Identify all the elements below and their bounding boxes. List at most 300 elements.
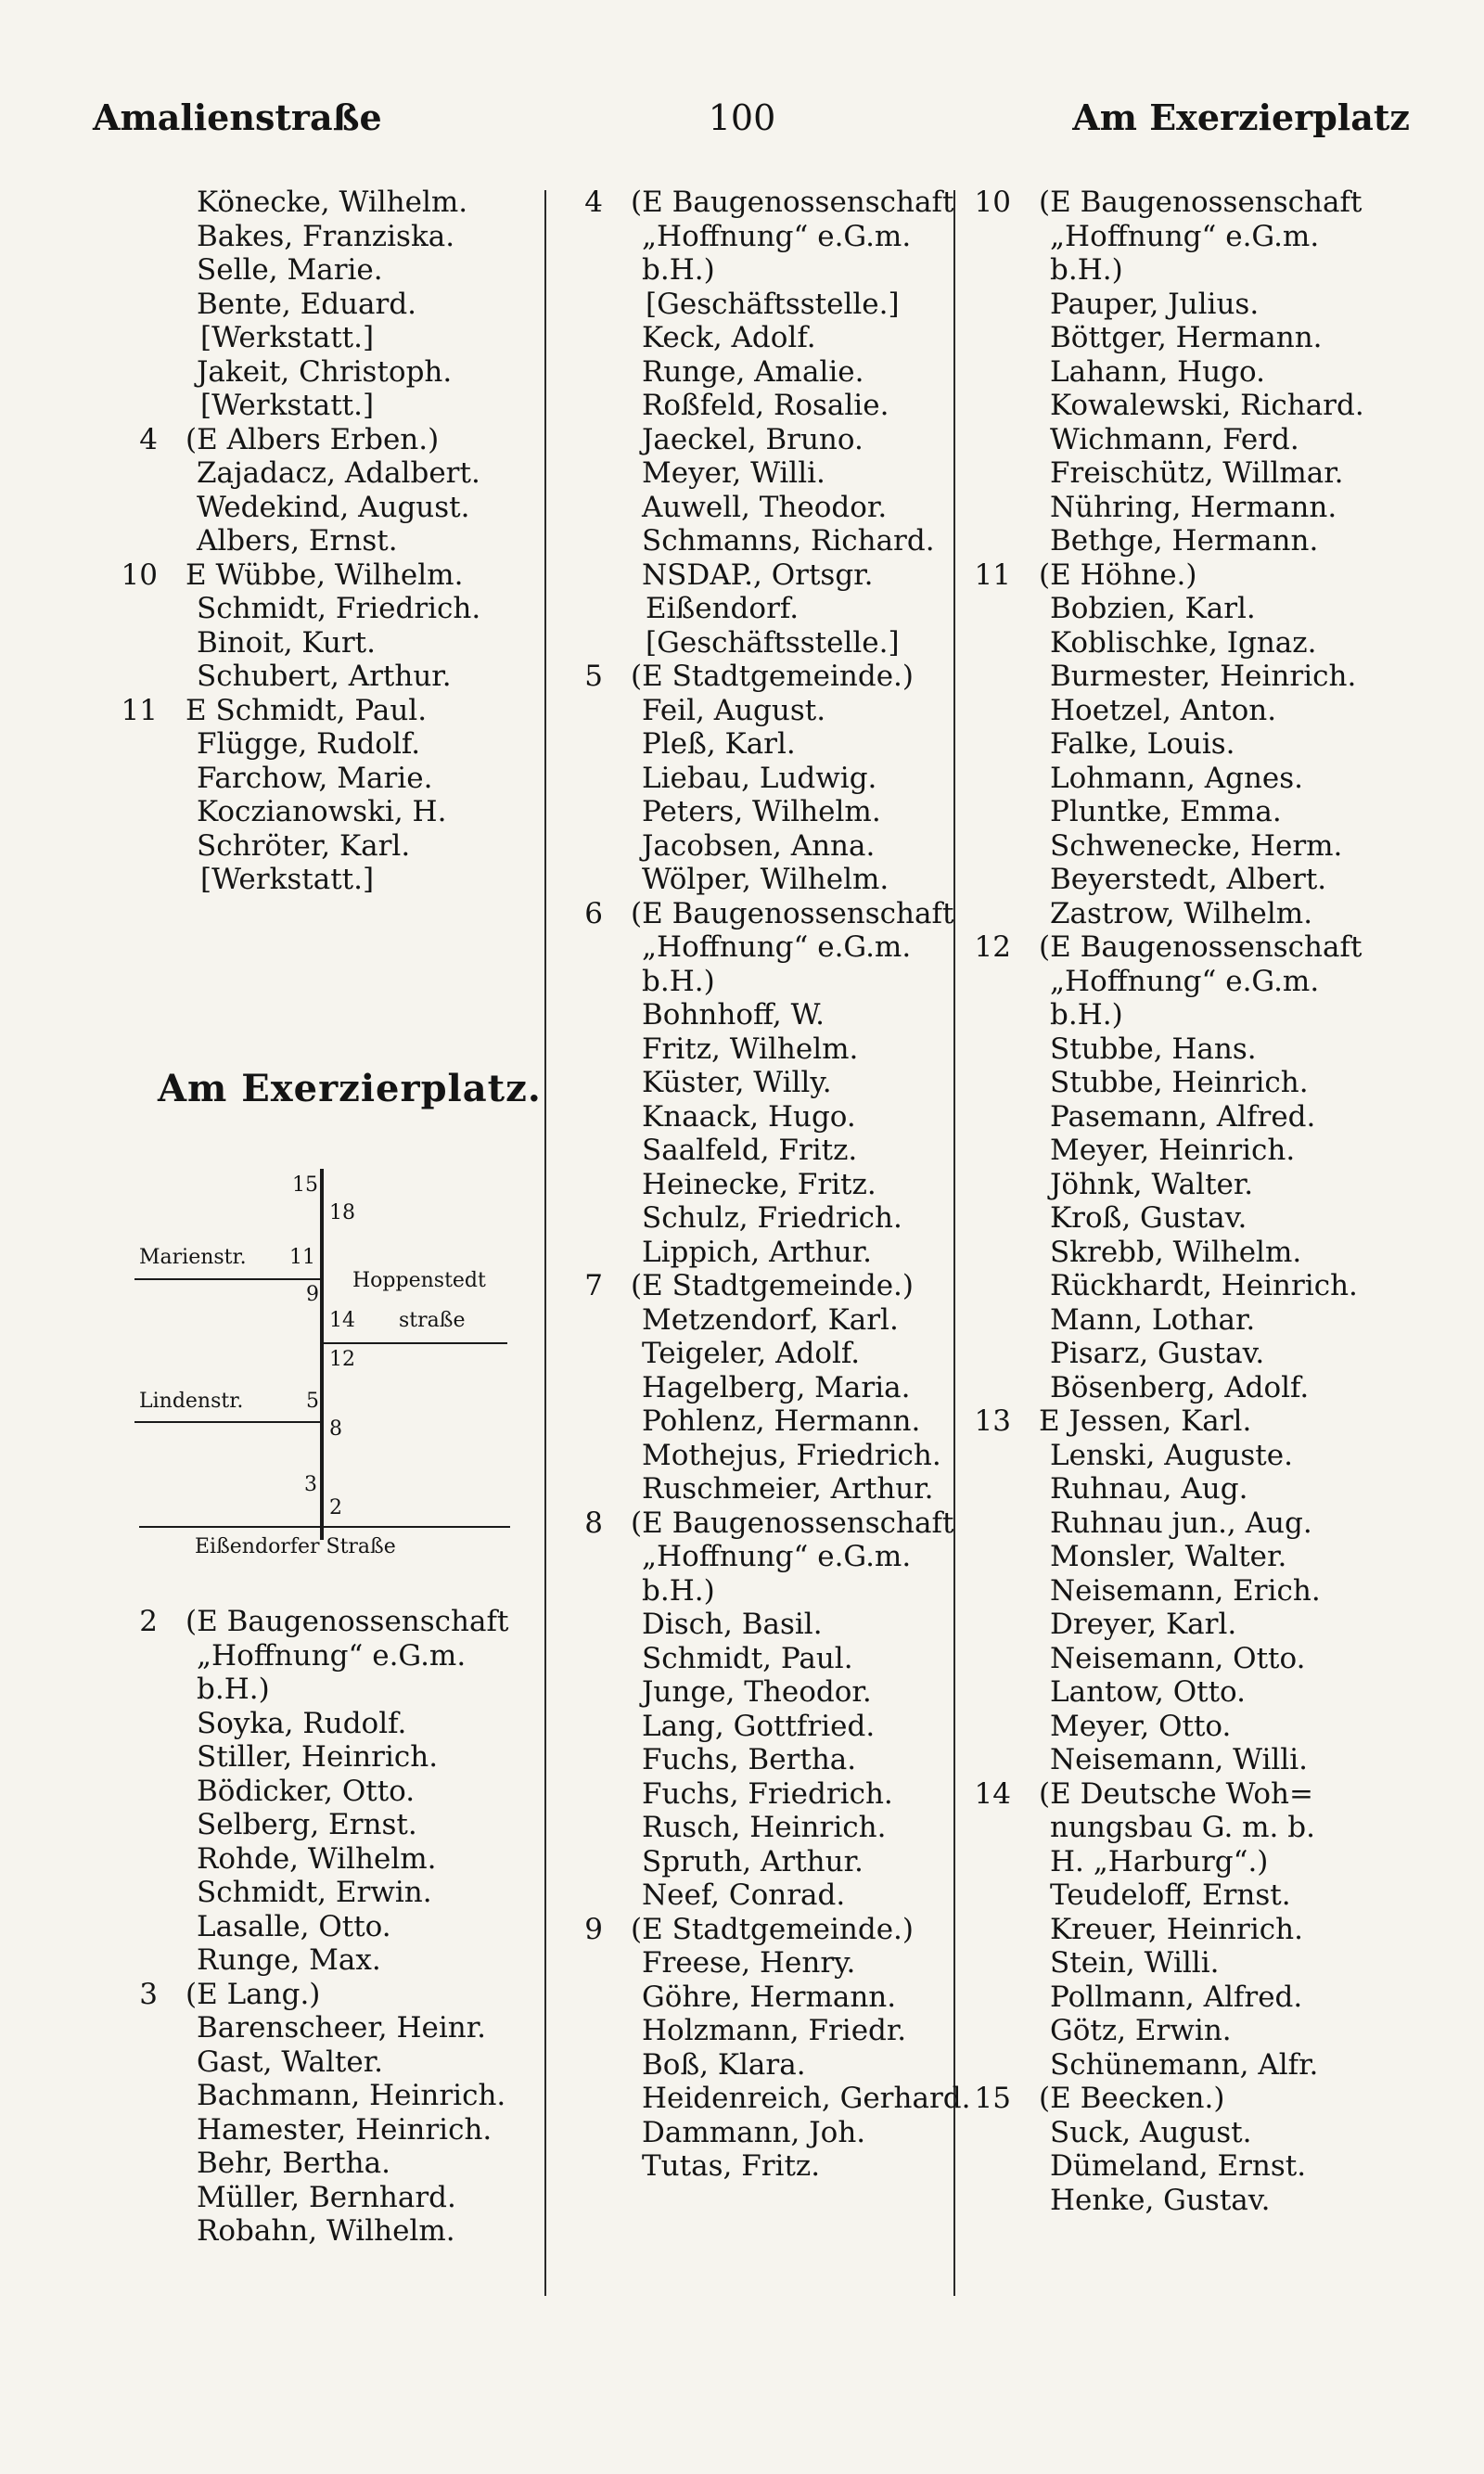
house-entry-line <box>111 423 538 457</box>
resident-line <box>556 1032 955 1067</box>
entry-text: Saalfeld, Fritz. <box>642 1134 858 1167</box>
house-entry-line <box>556 1269 955 1303</box>
resident-line <box>965 1303 1428 1338</box>
entry-text: Götz, Erwin. <box>1050 2014 1232 2047</box>
resident-line <box>111 795 538 829</box>
resident-line <box>556 930 955 965</box>
resident-line <box>556 1675 955 1710</box>
resident-line <box>556 1201 955 1236</box>
house-entry-line <box>965 558 1428 593</box>
entry-text: Lantow, Otto. <box>1050 1675 1247 1709</box>
map-house-2: 2 <box>329 1496 342 1519</box>
map-house-5: 5 <box>306 1390 319 1413</box>
resident-line <box>556 1608 955 1642</box>
resident-line <box>556 626 955 660</box>
entry-text: (E Lang.) <box>186 1977 321 2011</box>
resident-line <box>556 1710 955 1744</box>
resident-line <box>965 321 1428 355</box>
column-3 <box>965 186 1428 2217</box>
resident-line <box>965 1743 1428 1777</box>
resident-line <box>556 1100 955 1134</box>
entry-text: Bohnhoff, W. <box>642 998 825 1032</box>
entry-text: Peters, Wilhelm. <box>642 795 881 828</box>
house-entry-line <box>556 660 955 694</box>
resident-line <box>965 355 1428 390</box>
resident-line <box>556 2048 955 2083</box>
entry-text: Schwenecke, Herm. <box>1050 828 1343 863</box>
entry-text: Liebau, Ludwig. <box>642 761 877 795</box>
resident-line <box>965 863 1428 897</box>
entry-text: Jöhnk, Walter. <box>1050 1167 1254 1201</box>
resident-line <box>965 592 1428 626</box>
resident-line <box>965 524 1428 558</box>
resident-line <box>111 456 538 491</box>
resident-line <box>556 1404 955 1439</box>
entry-text: Müller, Bernhard. <box>197 2180 456 2214</box>
entry-text: Schubert, Arthur. <box>197 660 452 693</box>
entry-text: Albers, Ernst. <box>197 524 398 558</box>
house-number: 6 <box>584 896 603 930</box>
entry-text: Spruth, Arthur. <box>642 1844 864 1878</box>
entry-text: Nühring, Hermann. <box>1050 490 1337 524</box>
house-number: 4 <box>584 186 603 219</box>
entry-text: (E Baugenossenschaft <box>186 1605 509 1638</box>
entry-text: „Hoffnung“ e.G.m. <box>1050 964 1320 998</box>
resident-line <box>965 2014 1428 2048</box>
entry-text: Rückhardt, Heinrich. <box>1050 1269 1358 1302</box>
entry-text: Pleß, Karl. <box>642 727 796 761</box>
resident-line <box>965 660 1428 694</box>
resident-line <box>556 1777 955 1812</box>
entry-text: Stubbe, Heinrich. <box>1050 1066 1309 1099</box>
resident-line <box>965 1134 1428 1168</box>
entry-text: Freese, Henry. <box>642 1946 856 1980</box>
entry-text: Teudeloff, Ernst. <box>1050 1878 1291 1912</box>
entry-text: Mann, Lothar. <box>1050 1302 1256 1337</box>
entry-text: Böttger, Hermann. <box>1050 321 1323 354</box>
entry-text: Freischütz, Willmar. <box>1050 456 1344 490</box>
resident-line <box>111 1707 538 1741</box>
entry-text: Kreuer, Heinrich. <box>1050 1912 1303 1946</box>
map-house-15: 15 <box>292 1173 318 1197</box>
entry-text: (E Baugenossenschaft <box>631 896 954 930</box>
entry-text: (E Beecken.) <box>1039 2082 1225 2115</box>
resident-line <box>111 1876 538 1910</box>
entry-text: Keck, Adolf. <box>642 321 816 354</box>
resident-line <box>965 1811 1428 1845</box>
entry-text: Stubbe, Hans. <box>1050 1032 1257 1066</box>
resident-line <box>965 1066 1428 1100</box>
resident-line <box>111 524 538 558</box>
entry-text: Heinecke, Fritz. <box>642 1167 876 1201</box>
entry-text: Stein, Willi. <box>1050 1946 1220 1980</box>
entry-text: Dammann, Joh. <box>642 2115 866 2149</box>
resident-line <box>965 1675 1428 1710</box>
entry-text: Zajadacz, Adalbert. <box>197 456 480 490</box>
house-number: 14 <box>974 1776 1011 1811</box>
entry-text: Könecke, Wilhelm. <box>197 186 468 219</box>
column-2 <box>556 186 971 2184</box>
resident-line <box>111 1842 538 1877</box>
resident-line <box>556 965 955 999</box>
entry-text: Flügge, Rudolf. <box>197 727 421 761</box>
resident-line <box>965 1269 1428 1303</box>
entry-text: Burmester, Heinrich. <box>1050 660 1357 693</box>
resident-line <box>556 1845 955 1879</box>
entry-text: Koczianowski, H. <box>197 795 447 828</box>
resident-line <box>111 727 538 762</box>
resident-line <box>965 1168 1428 1202</box>
entry-text: Bödicker, Otto. <box>197 1774 416 1808</box>
entry-text: Kowalewski, Richard. <box>1050 389 1364 422</box>
house-entry-line <box>965 186 1428 220</box>
map-eissendorfer-line <box>139 1526 510 1528</box>
resident-line <box>965 1642 1428 1676</box>
resident-line <box>556 795 955 829</box>
entry-text: Junge, Theodor. <box>642 1675 872 1709</box>
entry-text: Zastrow, Wilhelm. <box>1050 896 1313 930</box>
entry-text: Pohlenz, Hermann. <box>642 1404 921 1438</box>
resident-line <box>556 1574 955 1609</box>
resident-line <box>111 2147 538 2181</box>
resident-line <box>965 1236 1428 1270</box>
resident-line <box>111 2079 538 2113</box>
entry-text: Pauper, Julius. <box>1050 287 1260 321</box>
entry-text: Meyer, Heinrich. <box>1050 1134 1296 1167</box>
entry-text: Pollmann, Alfred. <box>1050 1980 1303 2014</box>
resident-line <box>965 491 1428 525</box>
map-linden-line <box>134 1421 322 1423</box>
entry-text: Göhre, Hermann. <box>642 1980 897 2014</box>
resident-line <box>556 1980 955 2015</box>
entry-text: Hoetzel, Anton. <box>1050 693 1277 727</box>
entry-text: Beyerstedt, Albert. <box>1050 863 1327 896</box>
entry-text: Metzendorf, Karl. <box>642 1302 899 1337</box>
resident-line <box>556 829 955 864</box>
house-entry-line <box>111 694 538 728</box>
resident-line <box>965 1472 1428 1506</box>
entry-text: Boß, Klara. <box>642 2047 806 2082</box>
entry-text: Fritz, Wilhelm. <box>642 1032 859 1066</box>
entry-text: Jaeckel, Bruno. <box>642 422 864 456</box>
house-entry-line <box>111 1978 538 2012</box>
resident-line <box>111 863 538 897</box>
entry-text: „Hoffnung“ e.G.m. <box>642 930 912 964</box>
entry-text: Eißendorf. <box>646 592 800 625</box>
resident-line <box>556 321 955 355</box>
entry-text: Fuchs, Friedrich. <box>642 1776 893 1811</box>
entry-text: Schmidt, Erwin. <box>197 1876 432 1909</box>
entry-text: Rohde, Wilhelm. <box>197 1841 437 1876</box>
entry-text: Schmidt, Paul. <box>642 1641 853 1675</box>
column-1-bottom <box>111 1605 538 2249</box>
page-header-right: Am Exerzierplatz <box>1072 96 1410 138</box>
map-label-marienstr: Marienstr. <box>139 1246 247 1269</box>
resident-line <box>965 1439 1428 1473</box>
entry-text: Neef, Conrad. <box>642 1878 846 1912</box>
map-house-18: 18 <box>329 1201 355 1224</box>
entry-text: Schröter, Karl. <box>197 828 411 863</box>
entry-text: E Wübbe, Wilhelm. <box>186 558 464 592</box>
resident-line <box>965 288 1428 322</box>
map-label-eissendorfer: Eißendorfer Straße <box>195 1535 396 1558</box>
resident-line <box>556 2149 955 2184</box>
house-number: 5 <box>584 660 603 693</box>
map-main-street-line <box>320 1169 324 1540</box>
column-rule-1 <box>544 190 546 2296</box>
entry-text: b.H.) <box>1050 253 1123 287</box>
entry-text: (E Albers Erben.) <box>186 422 440 456</box>
resident-line <box>965 727 1428 762</box>
resident-line <box>111 2113 538 2147</box>
entry-text: Holzmann, Friedr. <box>642 2014 907 2047</box>
resident-line <box>556 456 955 491</box>
house-entry-line <box>556 186 955 220</box>
resident-line <box>111 1639 538 1673</box>
entry-text: „Hoffnung“ e.G.m. <box>642 1540 912 1573</box>
resident-line <box>556 1337 955 1371</box>
entry-text: Fuchs, Bertha. <box>642 1743 857 1776</box>
map-label-lindenstr: Lindenstr. <box>139 1390 244 1413</box>
entry-text: Barenscheer, Heinr. <box>197 2011 486 2045</box>
resident-line <box>111 186 538 220</box>
entry-text: Neisemann, Willi. <box>1050 1743 1308 1776</box>
entry-text: Ruhnau jun., Aug. <box>1050 1506 1312 1540</box>
resident-line <box>965 423 1428 457</box>
entry-text: Suck, August. <box>1050 2115 1252 2149</box>
entry-text: Meyer, Willi. <box>642 456 825 490</box>
resident-line <box>965 626 1428 660</box>
resident-line <box>965 220 1428 254</box>
entry-text: E Jessen, Karl. <box>1039 1404 1252 1438</box>
resident-line <box>111 592 538 626</box>
entry-text: Tutas, Fritz. <box>642 2149 821 2183</box>
map-house-3: 3 <box>304 1473 317 1496</box>
entry-text: Meyer, Otto. <box>1050 1709 1232 1743</box>
entry-text: Roßfeld, Rosalie. <box>642 389 889 422</box>
entry-text: Mothejus, Friedrich. <box>642 1438 941 1472</box>
resident-line <box>556 1236 955 1270</box>
resident-line <box>111 491 538 525</box>
house-entry-line <box>965 2082 1428 2116</box>
entry-text: [Geschäftsstelle.] <box>646 625 900 660</box>
resident-line <box>556 1134 955 1168</box>
resident-line <box>965 1540 1428 1574</box>
resident-line <box>556 998 955 1032</box>
entry-text: Schmanns, Richard. <box>642 524 935 558</box>
house-number: 11 <box>974 558 1011 592</box>
resident-line <box>111 288 538 322</box>
resident-line <box>111 389 538 423</box>
resident-line <box>556 694 955 728</box>
house-number: 4 <box>139 422 158 456</box>
resident-line <box>965 998 1428 1032</box>
resident-line <box>965 762 1428 796</box>
entry-text: „Hoffnung“ e.G.m. <box>1050 219 1320 253</box>
resident-line <box>556 389 955 423</box>
resident-line <box>965 965 1428 999</box>
entry-text: Disch, Basil. <box>642 1608 823 1641</box>
entry-text: Gast, Walter. <box>197 2045 383 2079</box>
resident-line <box>111 1808 538 1842</box>
resident-line <box>556 1303 955 1338</box>
resident-line <box>965 1608 1428 1642</box>
entry-text: (E Deutsche Woh= <box>1039 1776 1313 1811</box>
house-number: 3 <box>139 1977 158 2011</box>
column-1-top <box>111 186 538 897</box>
resident-line <box>556 2082 971 2116</box>
entry-text: (E Stadtgemeinde.) <box>631 660 915 693</box>
entry-text: [Werkstatt.] <box>200 389 375 422</box>
entry-text: (E Baugenossenschaft <box>631 186 954 219</box>
resident-line <box>965 1506 1428 1541</box>
house-entry-line <box>556 1506 955 1541</box>
map-label-hoppenstedt: Hoppenstedt <box>352 1269 486 1292</box>
entry-text: [Geschäftsstelle.] <box>646 287 900 321</box>
resident-line <box>965 2184 1428 2218</box>
resident-line <box>556 524 955 558</box>
entry-text: Jakeit, Christoph. <box>197 354 453 389</box>
resident-line <box>965 897 1428 931</box>
entry-text: Kroß, Gustav. <box>1050 1201 1247 1235</box>
resident-line <box>556 491 955 525</box>
resident-line <box>556 1878 955 1913</box>
resident-line <box>556 288 955 322</box>
map-marienstr-line <box>134 1278 322 1280</box>
entry-text: Küster, Willy. <box>642 1066 832 1099</box>
resident-line <box>965 1201 1428 1236</box>
resident-line <box>965 2048 1428 2083</box>
resident-line <box>111 762 538 796</box>
entry-text: Lahann, Hugo. <box>1050 354 1265 389</box>
entry-text: Lenski, Auguste. <box>1050 1438 1293 1472</box>
house-number: 7 <box>584 1269 603 1302</box>
resident-line <box>965 1980 1428 2015</box>
resident-line <box>965 1371 1428 1405</box>
entry-text: Ruschmeier, Arthur. <box>642 1472 934 1506</box>
entry-text: Bösenberg, Adolf. <box>1050 1370 1310 1404</box>
entry-text: Lang, Gottfried. <box>642 1709 876 1743</box>
entry-text: H. „Harburg“.) <box>1050 1844 1269 1878</box>
entry-text: (E Baugenossenschaft <box>1039 186 1362 219</box>
house-entry-line <box>965 1777 1428 1812</box>
resident-line <box>556 1371 955 1405</box>
entry-text: Hamester, Heinrich. <box>197 2112 493 2147</box>
resident-line <box>111 1775 538 1809</box>
house-entry-line <box>111 558 538 593</box>
house-number: 10 <box>121 558 158 592</box>
entry-text: Behr, Bertha. <box>197 2147 390 2180</box>
house-entry-line <box>111 1605 538 1639</box>
resident-line <box>556 253 955 288</box>
map-hoppenstedt-line <box>322 1342 507 1344</box>
resident-line <box>556 423 955 457</box>
resident-line <box>556 1743 955 1777</box>
entry-text: (E Baugenossenschaft <box>631 1506 954 1540</box>
resident-line <box>111 829 538 864</box>
entry-text: (E Stadtgemeinde.) <box>631 1912 915 1946</box>
map-house-8: 8 <box>329 1417 342 1441</box>
entry-text: nungsbau G. m. b. <box>1050 1811 1315 1844</box>
resident-line <box>111 2011 538 2045</box>
entry-text: Pluntke, Emma. <box>1050 795 1282 828</box>
house-entry-line <box>965 930 1428 965</box>
resident-line <box>111 253 538 288</box>
entry-text: Schmidt, Friedrich. <box>197 592 481 625</box>
entry-text: Bente, Eduard. <box>197 287 417 321</box>
entry-text: Selle, Marie. <box>197 253 383 287</box>
resident-line <box>965 1337 1428 1371</box>
entry-text: Feil, August. <box>642 693 826 727</box>
resident-line <box>111 321 538 355</box>
house-entry-line <box>556 897 955 931</box>
resident-line <box>556 863 955 897</box>
resident-line <box>111 2214 538 2249</box>
entry-text: Teigeler, Adolf. <box>642 1337 861 1370</box>
entry-text: Ruhnau, Aug. <box>1050 1472 1248 1506</box>
resident-line <box>111 1673 538 1707</box>
entry-text: b.H.) <box>642 1573 715 1608</box>
resident-line <box>965 389 1428 423</box>
resident-line <box>965 2149 1428 2184</box>
map-house-9: 9 <box>306 1283 319 1306</box>
resident-line <box>556 220 955 254</box>
resident-line <box>556 727 955 762</box>
entry-text: E Schmidt, Paul. <box>186 693 428 727</box>
entry-text: b.H.) <box>642 964 715 998</box>
house-number: 8 <box>584 1506 603 1540</box>
resident-line <box>965 456 1428 491</box>
resident-line <box>965 1100 1428 1134</box>
street-map <box>130 1155 529 1563</box>
resident-line <box>965 253 1428 288</box>
entry-text: Falke, Louis. <box>1050 727 1235 761</box>
entry-text: Monsler, Walter. <box>1050 1540 1287 1573</box>
section-title: Am Exerzierplatz. <box>158 1067 542 1110</box>
map-house-12: 12 <box>329 1348 355 1371</box>
entry-text: NSDAP., Ortsgr. <box>642 558 874 592</box>
entry-text: Knaack, Hugo. <box>642 1099 856 1134</box>
entry-text: Lasalle, Otto. <box>197 1909 391 1943</box>
resident-line <box>111 660 538 694</box>
entry-text: Heidenreich, Gerhard. <box>642 2082 971 2115</box>
resident-line <box>556 592 955 626</box>
entry-text: Bachmann, Heinrich. <box>197 2079 506 2112</box>
entry-text: b.H.) <box>642 253 715 287</box>
entry-text: Bethge, Hermann. <box>1050 524 1319 558</box>
entry-text: Bakes, Franziska. <box>197 219 455 253</box>
entry-text: Runge, Max. <box>197 1943 381 1977</box>
entry-text: Wedekind, August. <box>197 490 470 524</box>
entry-text: Schulz, Friedrich. <box>642 1201 902 1235</box>
entry-text: Bobzien, Karl. <box>1050 592 1256 625</box>
entry-text: Selberg, Ernst. <box>197 1808 417 1841</box>
resident-line <box>111 1943 538 1978</box>
page-header-left: Amalienstraße <box>93 96 382 138</box>
map-label-strasse: straße <box>399 1309 466 1332</box>
entry-text: Farchow, Marie. <box>197 761 433 795</box>
entry-text: Runge, Amalie. <box>642 354 864 389</box>
resident-line <box>556 1472 955 1506</box>
entry-text: Dümeland, Ernst. <box>1050 2149 1307 2183</box>
house-number: 15 <box>974 2082 1011 2115</box>
resident-line <box>111 1740 538 1775</box>
entry-text: Wichmann, Ferd. <box>1050 422 1299 456</box>
resident-line <box>965 694 1428 728</box>
resident-line <box>965 1913 1428 1947</box>
entry-text: Binoit, Kurt. <box>197 625 376 660</box>
resident-line <box>965 1946 1428 1980</box>
